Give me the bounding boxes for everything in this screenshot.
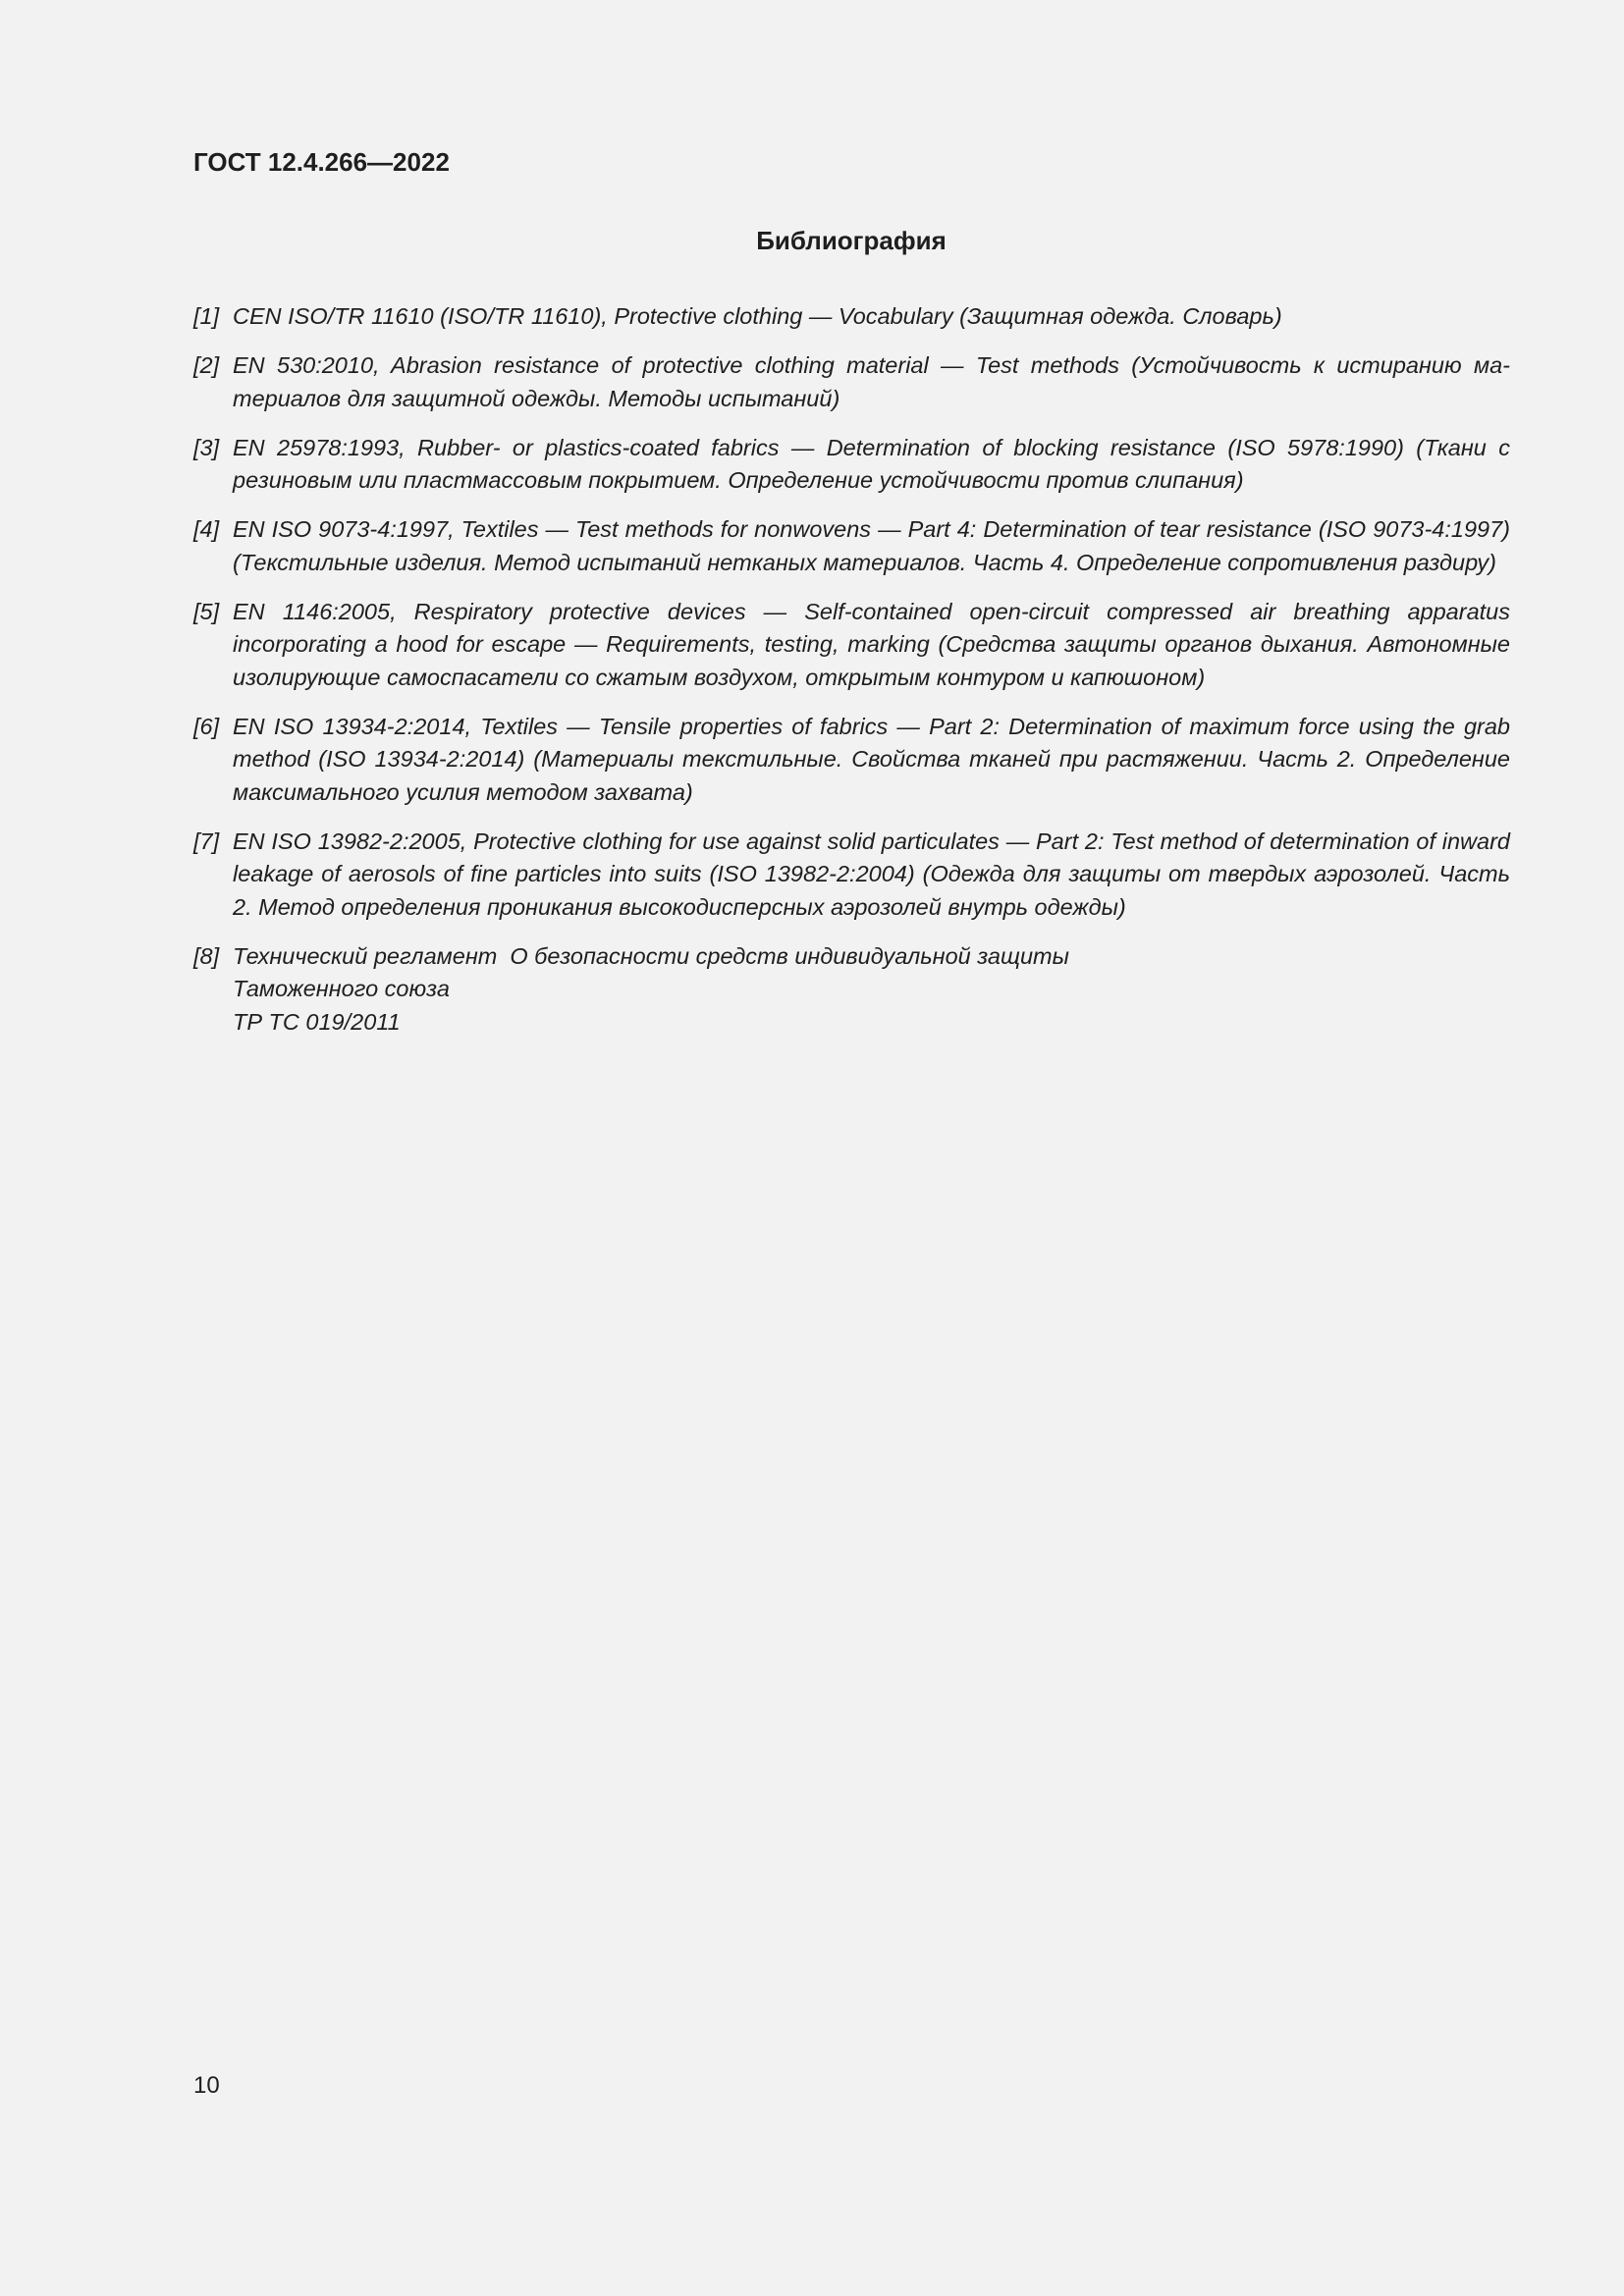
section-title: Библиография — [756, 226, 947, 255]
entry-number: [2] — [193, 352, 220, 378]
page-number: 10 — [193, 2072, 220, 2099]
bibliography-entry — [193, 513, 1510, 579]
entry-text: EN ISO 9073-4:1997, Textiles — Test methods for nonwovens — Part 4: Determination of tear resistance (ISO 9073-4:1997) (Текстильные изделия. Метод испытаний нетканых материалов. Часть 4. Определение сопротивления раздиру) — [233, 516, 1510, 575]
bibliography-entry — [193, 711, 1510, 810]
document-header: ГОСТ 12.4.266—2022 — [193, 147, 450, 177]
entry-number: [1] — [193, 303, 220, 329]
entry-number: [8] — [193, 942, 220, 969]
bibliography-entry — [193, 596, 1510, 695]
entry-number: [3] — [193, 434, 220, 460]
entry-text — [233, 940, 1510, 1040]
bibliography-list — [193, 300, 1510, 1055]
entry-line: Таможенного союза — [233, 976, 450, 1001]
bibliography-entry — [193, 826, 1510, 925]
entry-text: EN ISO 13934-2:2014, Textiles — Tensile properties of fabrics — Part 2: Determination of maximum force using the grab method (ISO 13934-2:2014) (Материалы текстильные. Свойства тканей при растяжении. Часть 2. Определение максимального усилия методом захвата) — [233, 713, 1510, 805]
entry-text: EN 1146:2005, Respiratory protective devices — Self-contained open-circuit compressed air breathing apparatus incorporating a hood for escape — Requirements, testing, marking (Средства защиты органов дыхания. Автономные изолирующие самоспасатели со сжатым воздухом, открытым контуром и капюшоном) — [233, 598, 1510, 690]
entry-text: EN 25978:1993, Rubber- or plastics-coated fabrics — Determination of blocking resistance (ISO 5978:1990) (Ткани с резиновым или пластмассовым покрытием. Определение устойчивости против слипания) — [233, 434, 1510, 493]
entry-text: CEN ISO/TR 11610 (ISO/TR 11610), Protective clothing — Vocabulary (Защитная одежда. Словарь) — [233, 303, 1282, 329]
bibliography-entry — [193, 300, 1510, 334]
bibliography-entry — [193, 940, 1510, 1040]
entry-number: [4] — [193, 516, 220, 542]
entry-number: [5] — [193, 598, 220, 624]
entry-text: EN 530:2010, Abrasion resistance of protective clothing material — Test methods (Устойчивость к истиранию материалов для защитной одежды. Методы испытаний) — [233, 352, 1510, 411]
bibliography-entry — [193, 432, 1510, 498]
entry-text: EN ISO 13982-2:2005, Protective clothing for use against solid particulates — Part 2: Test method of determination of inward leakage of aerosols of fine particles into suits (ISO 13982-2:2004) (Одежда для защиты от твердых аэрозолей. Часть 2. Метод определения проникания высокодисперсных аэрозолей внутрь одежды) — [233, 828, 1510, 920]
entry-number: [6] — [193, 713, 220, 739]
bibliography-entry — [193, 349, 1510, 415]
entry-line: Технический регламент О безопасности средств индивидуальной защиты — [233, 942, 1069, 969]
entry-number: [7] — [193, 828, 220, 854]
entry-line: ТР ТС 019/2011 — [233, 1008, 401, 1035]
